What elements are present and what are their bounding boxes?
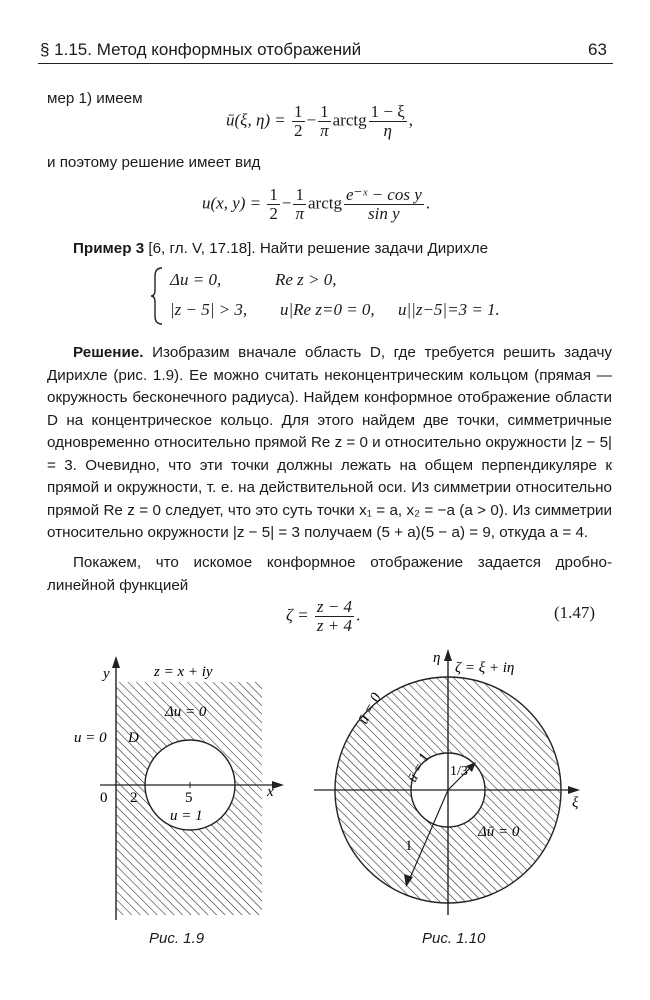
frac-pi: $\frac{1}{\pi}$: [320, 102, 329, 140]
formula-u: [202, 186, 430, 223]
solution-label: Решение.: [73, 344, 144, 361]
caption-fig-1-10: Рис. 1.10: [422, 930, 486, 947]
formula-zeta-lhs: ζ =: [286, 605, 309, 625]
xi-arrow: [568, 786, 580, 794]
system-brace: [150, 266, 164, 326]
y-arrow: [112, 656, 120, 668]
formula-u-bar: [226, 103, 413, 140]
label-third: 1/3: [450, 764, 468, 779]
arctg-2: arctg: [308, 193, 342, 213]
sys-row1-a: Δu = 0,: [170, 270, 222, 289]
eta-arrow: [444, 649, 452, 661]
page-number: 63: [588, 40, 607, 59]
header-rule: [38, 63, 613, 64]
period: .: [425, 193, 430, 213]
sys-row1-b: Re z > 0,: [275, 270, 337, 289]
label-y: y: [103, 666, 110, 682]
formula-u-bar-lhs: ū(ξ, η) =: [226, 110, 286, 130]
text-line1: мер 1) имеем: [47, 90, 143, 107]
frac-main: $\frac{1 - \xi}{\eta}$: [370, 102, 405, 140]
frac-zeta: $\frac{z - 4}{z + 4}$: [316, 597, 352, 635]
label-ubar1: ū = 1: [405, 750, 433, 785]
sys-row2-c: u||z−5|=3 = 1.: [398, 300, 500, 319]
label-u0: u = 0: [74, 730, 107, 746]
label-zeta: ζ = ξ + iη: [455, 660, 515, 676]
equation-number: (1.47): [554, 603, 596, 622]
caption-fig-1-9: Рис. 1.9: [149, 930, 205, 947]
label-xi: ξ: [572, 795, 579, 811]
label-2: 2: [130, 790, 138, 806]
frac-main-2: $\frac{\text{e⁻ˣ − cos y}}{\text{sin y}}$: [346, 185, 422, 223]
comma: ,: [408, 110, 414, 130]
example-label: Пример 3: [73, 240, 145, 257]
figure-1-9: [70, 650, 290, 920]
formula-zeta: [286, 598, 360, 635]
label-x: x: [267, 784, 274, 800]
frac-half-2: $\frac{1}{2}$: [269, 185, 278, 223]
frac-half: $\frac{1}{2}$: [294, 102, 303, 140]
figure-1-10: [310, 645, 600, 920]
label-z: z = x + iy: [154, 664, 213, 680]
sys-row2-a: |z − 5| > 3,: [170, 300, 248, 319]
example-line: [73, 238, 488, 261]
label-5: 5: [185, 790, 193, 806]
label-0: 0: [100, 790, 108, 806]
minus: −: [306, 110, 317, 130]
solution-text: Изобразим вначале область D, где требуется решить задачу Дирихле (рис. 1.9). Ее можно считать неконцентрическим кольцом (прямая — окружность бесконечного радиуса). Найдем конформное отображение области D на концентрическое кольцо. Для этого найдем две точки, симметричные одновременно относительно прямой Re z = 0 и относительно окружности |z − 5| = 3. Очевидно, что эти точки должны лежать на общем перпендикуляре к прямой и окружности, т. е. на действительной оси. Из симметрии относительно прямой Re z = 0 следует, что это суть точки x₁ = a, x₂ = −a (a > 0). Из симметрии относительно окружности |z − 5| = 3 получаем (5 + a)(5 − a) = 9, откуда a = 4.: [47, 344, 613, 541]
minus-2: −: [281, 193, 292, 213]
label-D: D: [128, 730, 139, 746]
frac-pi-2: $\frac{1}{\pi}$: [295, 185, 305, 223]
x-arrow: [272, 781, 284, 789]
solution-paragraph: [47, 342, 612, 545]
header-title: § 1.15. Метод конформных отображений: [40, 40, 362, 59]
label-eta: η: [433, 650, 441, 666]
label-u1: u = 1: [170, 808, 203, 824]
label-one: 1: [405, 838, 413, 854]
arctg: arctg: [332, 110, 367, 130]
label-delta: Δu = 0: [165, 704, 207, 720]
label-ubar0: ū = 0: [355, 690, 385, 727]
label-delta-bar: Δū = 0: [478, 824, 520, 840]
example-text: [6, гл. V, 17.18]. Найти решение задачи Дирихле: [148, 240, 489, 257]
period-zeta: .: [355, 605, 361, 625]
text-line2: и поэтому решение имеет вид: [47, 154, 261, 171]
sys-row2-b: u|Re z=0 = 0,: [280, 300, 375, 319]
show-paragraph: Покажем, что искомое конформное отображение задается дробно-линейной функцией: [47, 554, 612, 594]
formula-u-lhs: u(x, y) =: [202, 193, 262, 213]
